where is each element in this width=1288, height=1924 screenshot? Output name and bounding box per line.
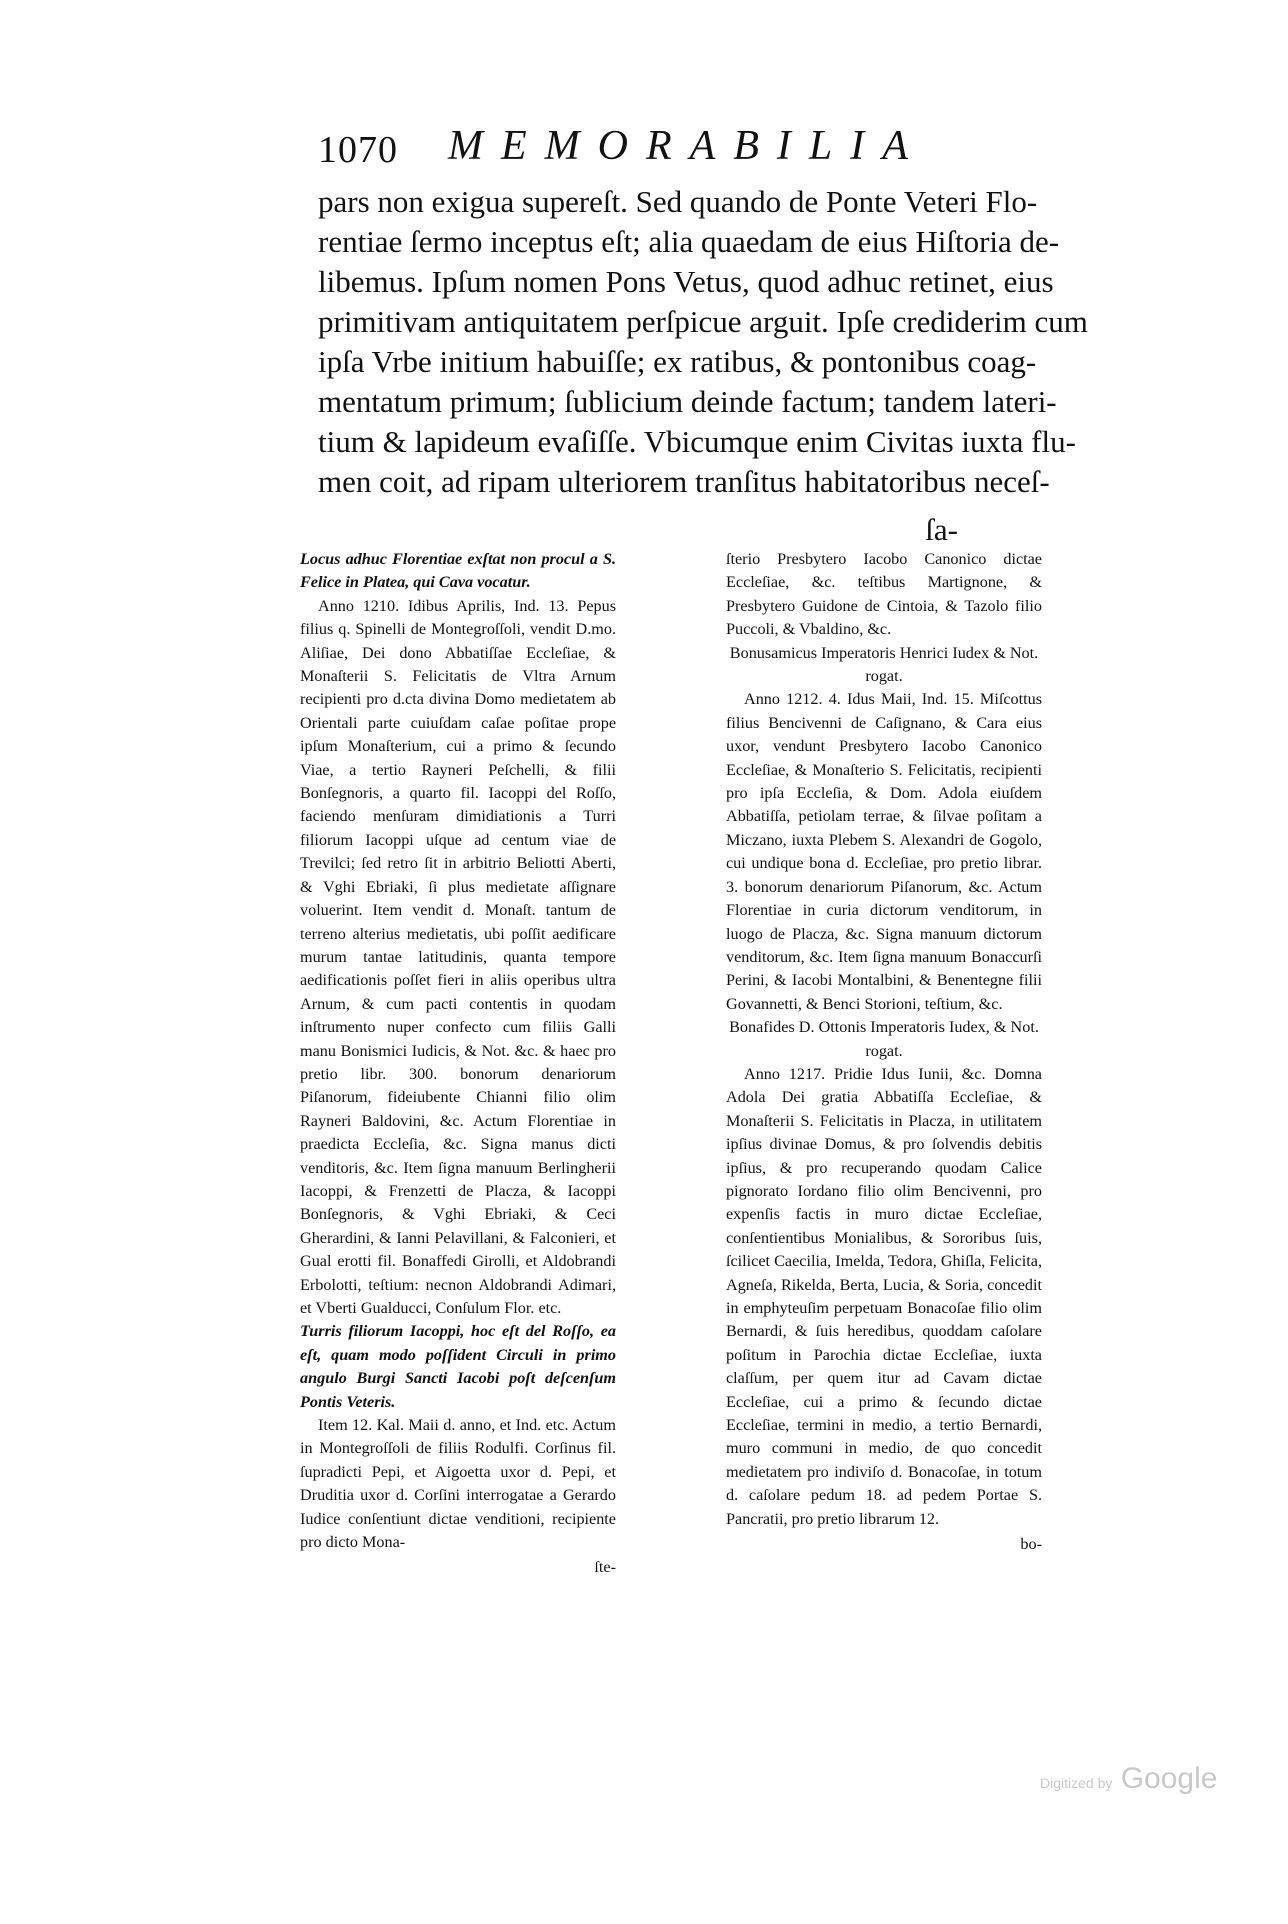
main-text-line: pars non exigua supereſt. Sed quando de Ponte Veteri Flo-: [318, 184, 1038, 219]
main-text-line: primitivam antiquitatem perſpicue arguit. Ipſe crediderim cum: [318, 304, 1088, 339]
watermark-prefix: Digitized by: [1040, 1775, 1113, 1791]
footnote-column-right: [726, 548, 1042, 1556]
footnote-column-left: [300, 548, 616, 1580]
main-text-line: tium & lapideum evaſiſſe. Vbicumque enim Civitas iuxta flu-: [318, 424, 1076, 459]
footnote-paragraph: Anno 1212. 4. Idus Maii, Ind. 15. Miſcottus filius Bencivenni de Caſignano, & Cara eius uxor, vendunt Presbytero Iacobo Canonico Eccleſiae, & Monaſterio S. Felicitatis, recipienti pro ipſa Eccleſia, & Dom. Adola eiuſdem Abbatiſſa, petiolam terrae, & ſilvae poſitam a Miczano, iuxta Plebem S. Alexandri de Gogolo, cui undique bona d. Eccleſiae, pro pretio librar. 3. bonorum denariorum Piſanorum, &c. Actum Florentiae in curia dictorum venditorum, in luogo de Placza, &c. Signa manuum dictorum venditorum, &c. Item ſigna manuum Bonaccurſi Perini, & Iacobi Montalbini, & Benentegne filii Govannetti, & Benci Storioni, teſtium, &c.: [726, 690, 1042, 1013]
footnote-paragraph: Anno 1217. Pridie Idus Iunii, &c. Domna Adola Dei gratia Abbatiſſa Eccleſiae, & Monaſterii S. Felicitatis in Placza, in utilitatem ipſius divinae Domus, & pro ſolvendis debitis ipſius, & pro recuperando quodam Calice pignorato Iordano filio olim Bencivenni, pro expenſis factis in muro dictae Eccleſiae, conſentientibus Monialibus, & Sororibus ſuis, ſcilicet Caecilia, Imelda, Tedora, Ghiſla, Felicita, Agneſa, Rikelda, Berta, Lucia, & Soria, concedit in emphyteuſim perpetuam Bonacoſae filio olim Bernardi, & ſuis heredibus, quoddam caſolare poſitum in Parochia dictae Eccleſiae, iuxta claſſum, per quem itur ad Cavam dictae Eccleſiae, cui a primo & ſecundo dictae Eccleſiae, termini in medio, a tertio Bernardi, muro communi in medio, de quo concedit medietatem pro indiviſo d. Bonacoſae, in totum d. caſolare pedum 18. ad pedem Portae S. Pancratii, pro pretio librarum 12.: [726, 1064, 1042, 1528]
footnote-paragraph: Item 12. Kal. Maii d. anno, et Ind. etc. Actum in Montegroſſoli de filiis Rodulfi. Corſinus fil. ſupradicti Pepi, et Aigoetta uxor d. Pepi, et Druditia uxor d. Corſini interrogatae a Gerardo Iudice conſentiunt dictae venditioni, recipiente pro dicto Mona-: [300, 1416, 616, 1552]
main-text-block: [318, 182, 1088, 550]
main-catchword: ſa-: [925, 512, 958, 547]
main-text-line: mentatum primum; ſublicium deinde factum; tandem lateri-: [318, 384, 1057, 419]
main-text-line: ipſa Vrbe initium habuiſſe; ex ratibus, & pontonibus coag-: [318, 344, 1037, 379]
main-text-line: men coit, ad ripam ulteriorem tranſitus habitatoribus neceſ-: [318, 464, 1050, 499]
footnote-paragraph: Anno 1210. Idibus Aprilis, Ind. 13. Pepus filius q. Spinelli de Montegroſſoli, vendit D.mo. Aliſiae, Dei dono Abbatiſſae Eccleſiae, & Monaſterii S. Felicitatis de Vltra Arnum recipienti pro d.cta divina Domo medietatem ab Orientali parte cuiuſdam caſae poſitae prope ipſum Monaſterium, cui a primo & ſecundo Viae, a tertio Rayneri Peſchelli, & filii Bonſegnoris, a quarto fil. Iacoppi del Roſſo, faciendo menſuram dimidiationis a Turri filiorum Iacoppi uſque ad centum viae de Trevilci; ſed retro ſit in arbitrio Beliotti Aberti, & Vghi Ebriaki, ſi plus medietate aſſignare voluerint. Item vendit d. Monaſt. tantum de terreno alterius medietatis, ubi poſſit aedificare murum tantae latitudinis, quanta tempore aedificationis poſſet fieri in aliis operibus ultra Arnum, & cum pacti contentis in quodam inſtrumento nuper confecto cum filiis Galli manu Bonismici Iudicis, & Not. &c. & haec pro pretio libr. 300. bonorum denariorum Piſanorum, fideiubente Chianni filio olim Rayneri Baldovini, &c. Actum Florentiae in praedicta Eccleſia, &c. Signa manus dicti venditoris, &c. Item ſigna manuum Berlingherii Iacoppi, & Frenzetti de Placza, & Iacoppi Bonſegnoris, & Vghi Ebriaki, & Ceci Gherardini, & Ianni Pelavillani, & Falconieri, et Gual erotti fil. Bonaffedi Girolli, et Aldobrandi Erbolotti, teſtium: necnon Aldobrandi Adimari, et Vberti Gualducci, Conſulum Flor. etc.: [300, 596, 616, 1317]
footnote-catchword-left: ſte-: [594, 1558, 616, 1577]
footnote-paragraph: ſterio Presbytero Iacobo Canonico dictae Eccleſiae, &c. teſtibus Martignone, & Presbytero Guidone de Cintoia, & Tazolo filio Puccoli, & Vbaldino, &c.: [726, 550, 1042, 639]
page-header: [318, 122, 958, 178]
footnote-paragraph: Turris filiorum Iacoppi, hoc eſt del Roſſo, ea eſt, quam modo poſſident Circuli in primo angulo Burgi Sancti Iacobi poſt deſcenſum Pontis Veteris.: [300, 1322, 616, 1411]
footnote-signature: Bonusamicus Imperatoris Henrici Iudex & Not. rogat.: [729, 643, 1039, 686]
main-text-line: libemus. Ipſum nomen Pons Vetus, quod adhuc retinet, eius: [318, 264, 1054, 299]
watermark-brand: Google: [1120, 1762, 1218, 1795]
main-text-line: rentiae ſermo inceptus eſt; alia quaedam de eius Hiſtoria de-: [318, 224, 1060, 259]
footnote-paragraph: Locus adhuc Florentiae exſtat non procul a S. Felice in Platea, qui Cava vocatur.: [300, 550, 616, 592]
digitized-watermark: [1040, 1762, 1217, 1796]
running-title: MEMORABILIA: [448, 123, 926, 169]
footnote-signature: Bonafides D. Ottonis Imperatoris Iudex, & Not. rogat.: [729, 1018, 1039, 1060]
page-number: 1070: [318, 129, 398, 171]
footnote-catchword-right: bo-: [1020, 1535, 1042, 1554]
